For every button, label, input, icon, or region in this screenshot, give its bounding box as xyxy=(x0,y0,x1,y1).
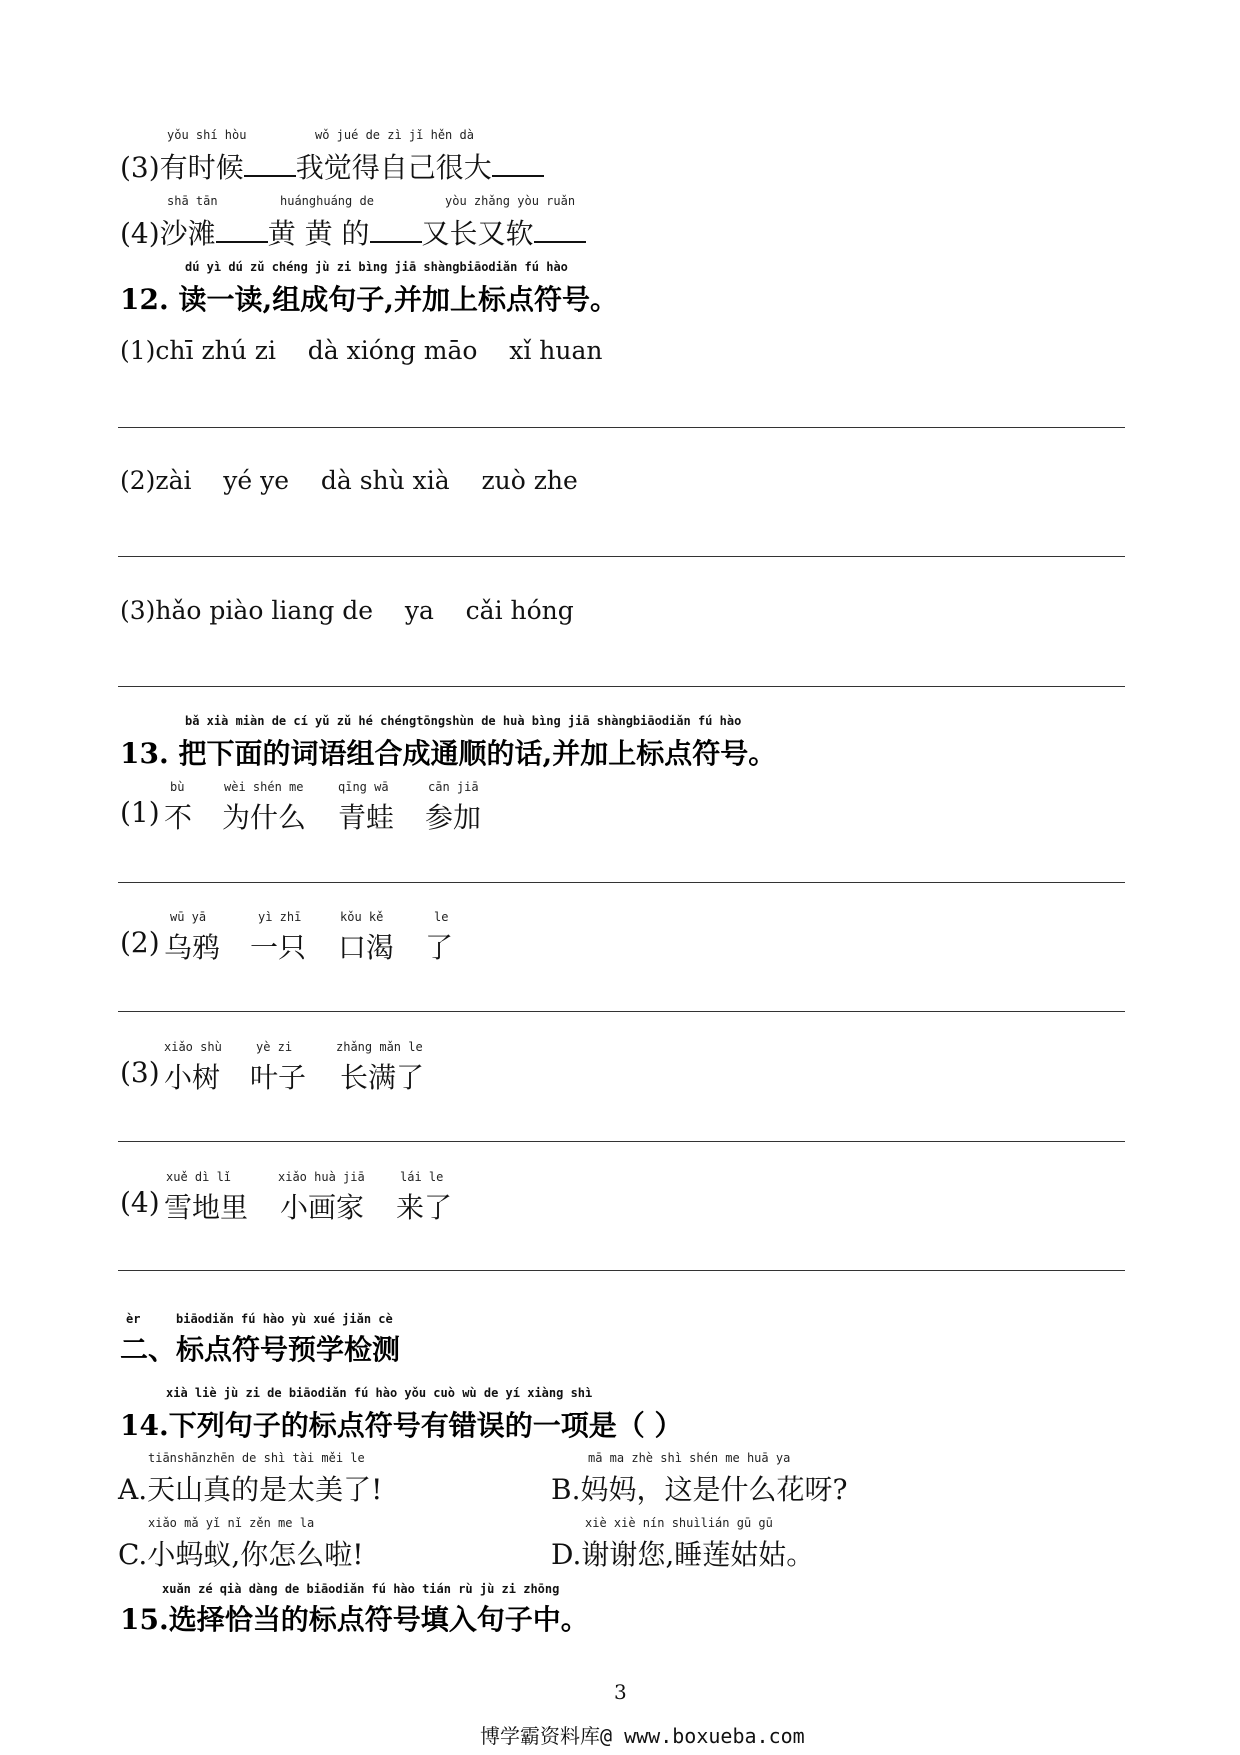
question-14-title: 14.下列句子的标点符号有错误的一项是（ ） xyxy=(120,1409,683,1442)
word-chip: 长满了 xyxy=(340,1061,425,1094)
pinyin-annotation: bù xyxy=(170,780,185,794)
pinyin-annotation: xià liè jù zi de biāodiǎn fú hào yǒu cuò wù de yí xiàng shì xyxy=(166,1386,593,1400)
q13-item-4 xyxy=(120,1186,160,1219)
item-text: 又长又软 xyxy=(421,217,534,250)
pinyin-annotation: xiè xiè nín shuìlián gū gū xyxy=(585,1516,773,1530)
fill-blank[interactable] xyxy=(534,221,586,243)
word-chip: 雪地里 xyxy=(164,1191,249,1224)
footer-watermark: 博学霸资料库@ www.boxueba.com xyxy=(480,1724,805,1748)
item-text: 我觉得自己很大 xyxy=(295,151,492,184)
fill-blank[interactable] xyxy=(370,221,422,243)
word-chip: 小树 xyxy=(164,1061,221,1094)
pinyin-annotation: bǎ xià miàn de cí yǔ zǔ hé chéngtōngshùn de huà bìng jiā shàngbiāodiǎn fú hào xyxy=(185,714,742,728)
word-chip: 青蛙 xyxy=(338,801,395,834)
item-text: 沙滩 xyxy=(159,217,216,250)
pinyin-annotation: zhǎng mǎn le xyxy=(336,1040,423,1054)
pinyin-annotation: yòu zhǎng yòu ruǎn xyxy=(445,194,576,208)
fill-blank[interactable] xyxy=(216,221,268,243)
word-chip: 一只 xyxy=(250,931,307,964)
pinyin-annotation: shā tān xyxy=(167,194,218,208)
answer-line[interactable] xyxy=(118,1011,1125,1012)
option-c[interactable]: C.小蚂蚁,你怎么啦! xyxy=(118,1538,364,1571)
answer-line[interactable] xyxy=(118,427,1125,428)
pinyin-annotation: yǒu shí hòu xyxy=(167,128,247,142)
item-text: 黄 黄 的 xyxy=(267,217,370,250)
fill-blank[interactable] xyxy=(492,155,544,177)
word-chip: 叶子 xyxy=(250,1061,307,1094)
answer-line[interactable] xyxy=(118,556,1125,557)
pinyin-annotation: le xyxy=(434,910,449,924)
pinyin-annotation: cān jiā xyxy=(428,780,479,794)
word-chip: 为什么 xyxy=(222,801,307,834)
pinyin-words: hǎo piào liang de ya cǎi hóng xyxy=(155,596,574,625)
q12-item-3 xyxy=(120,596,574,625)
word-chip: 乌鸦 xyxy=(164,931,221,964)
option-b[interactable]: B.妈妈，这是什么花呀? xyxy=(551,1473,848,1506)
q11-item-4 xyxy=(120,212,586,252)
item-text: 有时候 xyxy=(159,151,244,184)
pinyin-annotation: xuǎn zé qià dàng de biāodiǎn fú hào tián rù jù zi zhōng xyxy=(162,1582,560,1596)
answer-line[interactable] xyxy=(118,1141,1125,1142)
pinyin-words: zài yé ye dà shù xià zuò zhe xyxy=(155,466,578,495)
item-number: (3) xyxy=(120,596,156,625)
item-number: (3) xyxy=(120,1056,160,1089)
pinyin-annotation: xuě dì lǐ xyxy=(166,1170,232,1184)
option-a[interactable]: A.天山真的是太美了! xyxy=(118,1473,383,1506)
pinyin-annotation: dú yì dú zǔ chéng jù zi bìng jiā shàngbiāodiǎn fú hào xyxy=(185,260,568,274)
pinyin-annotation: xiǎo shù xyxy=(164,1040,222,1054)
fill-blank[interactable] xyxy=(244,155,296,177)
answer-line[interactable] xyxy=(118,882,1125,883)
q13-item-1 xyxy=(120,796,160,829)
word-chip: 来了 xyxy=(396,1191,453,1224)
item-number: (3) xyxy=(120,151,160,184)
pinyin-annotation: wèi shén me xyxy=(224,780,304,794)
pinyin-annotation: xiǎo huà jiā xyxy=(278,1170,365,1184)
pinyin-annotation: èr xyxy=(126,1312,141,1326)
pinyin-annotation: wū yā xyxy=(170,910,207,924)
pinyin-annotation: biāodiǎn fú hào yù xué jiǎn cè xyxy=(176,1312,393,1326)
pinyin-annotation: yì zhī xyxy=(258,910,302,924)
q13-item-2 xyxy=(120,926,160,959)
item-number: (4) xyxy=(120,1186,160,1219)
q11-item-3 xyxy=(120,146,544,186)
answer-line[interactable] xyxy=(118,686,1125,687)
pinyin-annotation: yè zi xyxy=(256,1040,293,1054)
pinyin-words: chī zhú zi dà xióng māo xǐ huan xyxy=(155,336,603,365)
pinyin-annotation: kǒu kě xyxy=(340,910,384,924)
page-number: 3 xyxy=(614,1680,627,1704)
item-number: (1) xyxy=(120,336,156,365)
question-15-title: 15.选择恰当的标点符号填入句子中。 xyxy=(120,1603,589,1636)
question-13-title: 13. 把下面的词语组合成通顺的话,并加上标点符号。 xyxy=(120,737,777,770)
q12-item-1 xyxy=(120,336,603,365)
item-number: (4) xyxy=(120,217,160,250)
section-title: 二、标点符号预学检测 xyxy=(120,1333,401,1366)
word-chip: 口渴 xyxy=(338,931,395,964)
question-12-title: 12. 读一读,组成句子,并加上标点符号。 xyxy=(120,283,618,316)
pinyin-annotation: qīng wā xyxy=(338,780,389,794)
item-number: (2) xyxy=(120,466,156,495)
pinyin-annotation: wǒ jué de zì jǐ hěn dà xyxy=(315,128,474,142)
option-d[interactable]: D.谢谢您,睡莲姑姑。 xyxy=(551,1538,815,1571)
word-chip: 参加 xyxy=(425,801,482,834)
item-number: (1) xyxy=(120,796,160,829)
pinyin-annotation: xiǎo mǎ yǐ nǐ zěn me la xyxy=(148,1516,315,1530)
q13-item-3 xyxy=(120,1056,160,1089)
answer-line[interactable] xyxy=(118,1270,1125,1271)
pinyin-annotation: huánghuáng de xyxy=(280,194,374,208)
pinyin-annotation: mā ma zhè shì shén me huā ya xyxy=(588,1451,791,1465)
item-number: (2) xyxy=(120,926,160,959)
word-chip: 不 xyxy=(164,801,193,834)
pinyin-annotation: tiānshānzhēn de shì tài měi le xyxy=(148,1451,365,1465)
word-chip: 小画家 xyxy=(280,1191,365,1224)
q12-item-2 xyxy=(120,466,578,495)
pinyin-annotation: lái le xyxy=(400,1170,444,1184)
word-chip: 了 xyxy=(425,931,454,964)
